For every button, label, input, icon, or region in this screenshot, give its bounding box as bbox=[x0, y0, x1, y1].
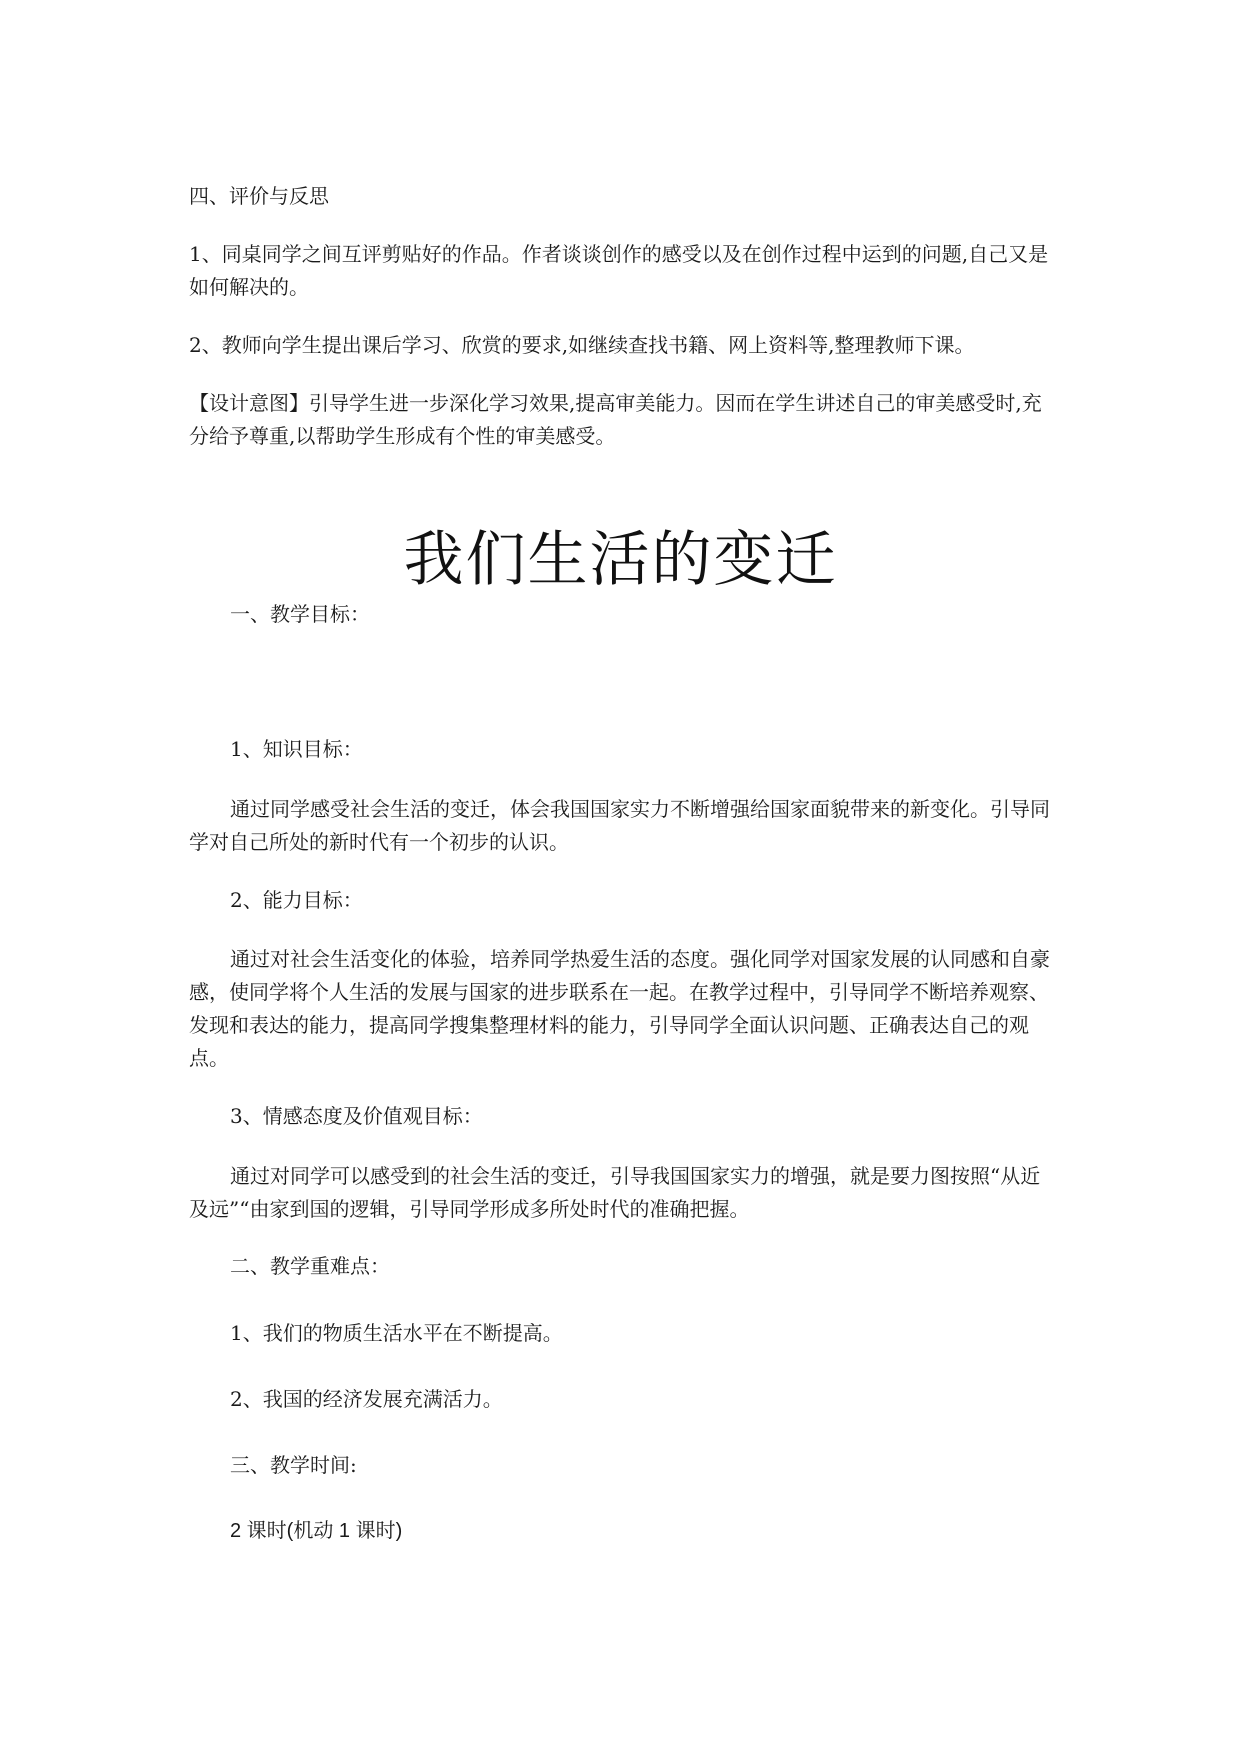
goal-knowledge-heading: 1、知识目标： bbox=[230, 737, 363, 761]
evaluation-item-1: 1、同桌同学之间互评剪贴好的作品。作者谈谈创作的感受以及在创作过程中运到的问题,自己又是如何解决的。 bbox=[189, 242, 1049, 299]
section-heading-key-points: 二、教学重难点： bbox=[230, 1254, 390, 1278]
key-point-2: 2、我国的经济发展充满活力。 bbox=[230, 1387, 503, 1411]
teaching-time-text: 2 课时(机动 1 课时) bbox=[230, 1520, 403, 1542]
section-heading-goals: 一、教学目标： bbox=[230, 602, 370, 626]
goal-knowledge-text: 通过同学感受社会生活的变迁，体会我国国家实力不断增强给国家面貌带来的新变化。引导同学对自己所处的新时代有一个初步的认识。 bbox=[189, 797, 1050, 854]
design-intent-paragraph: 【设计意图】引导学生进一步深化学习效果,提高审美能力。因而在学生讲述自己的审美感受时,充分给予尊重,以帮助学生形成有个性的审美感受。 bbox=[189, 391, 1042, 448]
section-heading-time: 三、教学时间: bbox=[230, 1453, 357, 1477]
goal-emotion-text: 通过对同学可以感受到的社会生活的变迁，引导我国国家实力的增强，就是要力图按照“从近及远”“由家到国的逻辑，引导同学形成多所处时代的准确把握。 bbox=[189, 1164, 1041, 1221]
goal-emotion-heading: 3、情感态度及价值观目标： bbox=[230, 1104, 483, 1128]
section-heading-evaluation: 四、评价与反思 bbox=[189, 184, 329, 208]
evaluation-item-2: 2、教师向学生提出课后学习、欣赏的要求,如继续查找书籍、网上资料等,整理教师下课。 bbox=[189, 333, 975, 357]
document-title: 我们生活的变迁 bbox=[403, 525, 838, 595]
goal-ability-heading: 2、能力目标： bbox=[230, 888, 363, 912]
goal-ability-text: 通过对社会生活变化的体验，培养同学热爱生活的态度。强化同学对国家发展的认同感和自豪感，使同学将个人生活的发展与国家的进步联系在一起。在教学过程中，引导同学不断培养观察、发现和表达的能力，提高同学搜集整理材料的能力，引导同学全面认识问题、正确表达自己的观点。 bbox=[189, 947, 1050, 1070]
key-point-1: 1、我们的物质生活水平在不断提高。 bbox=[230, 1321, 563, 1345]
